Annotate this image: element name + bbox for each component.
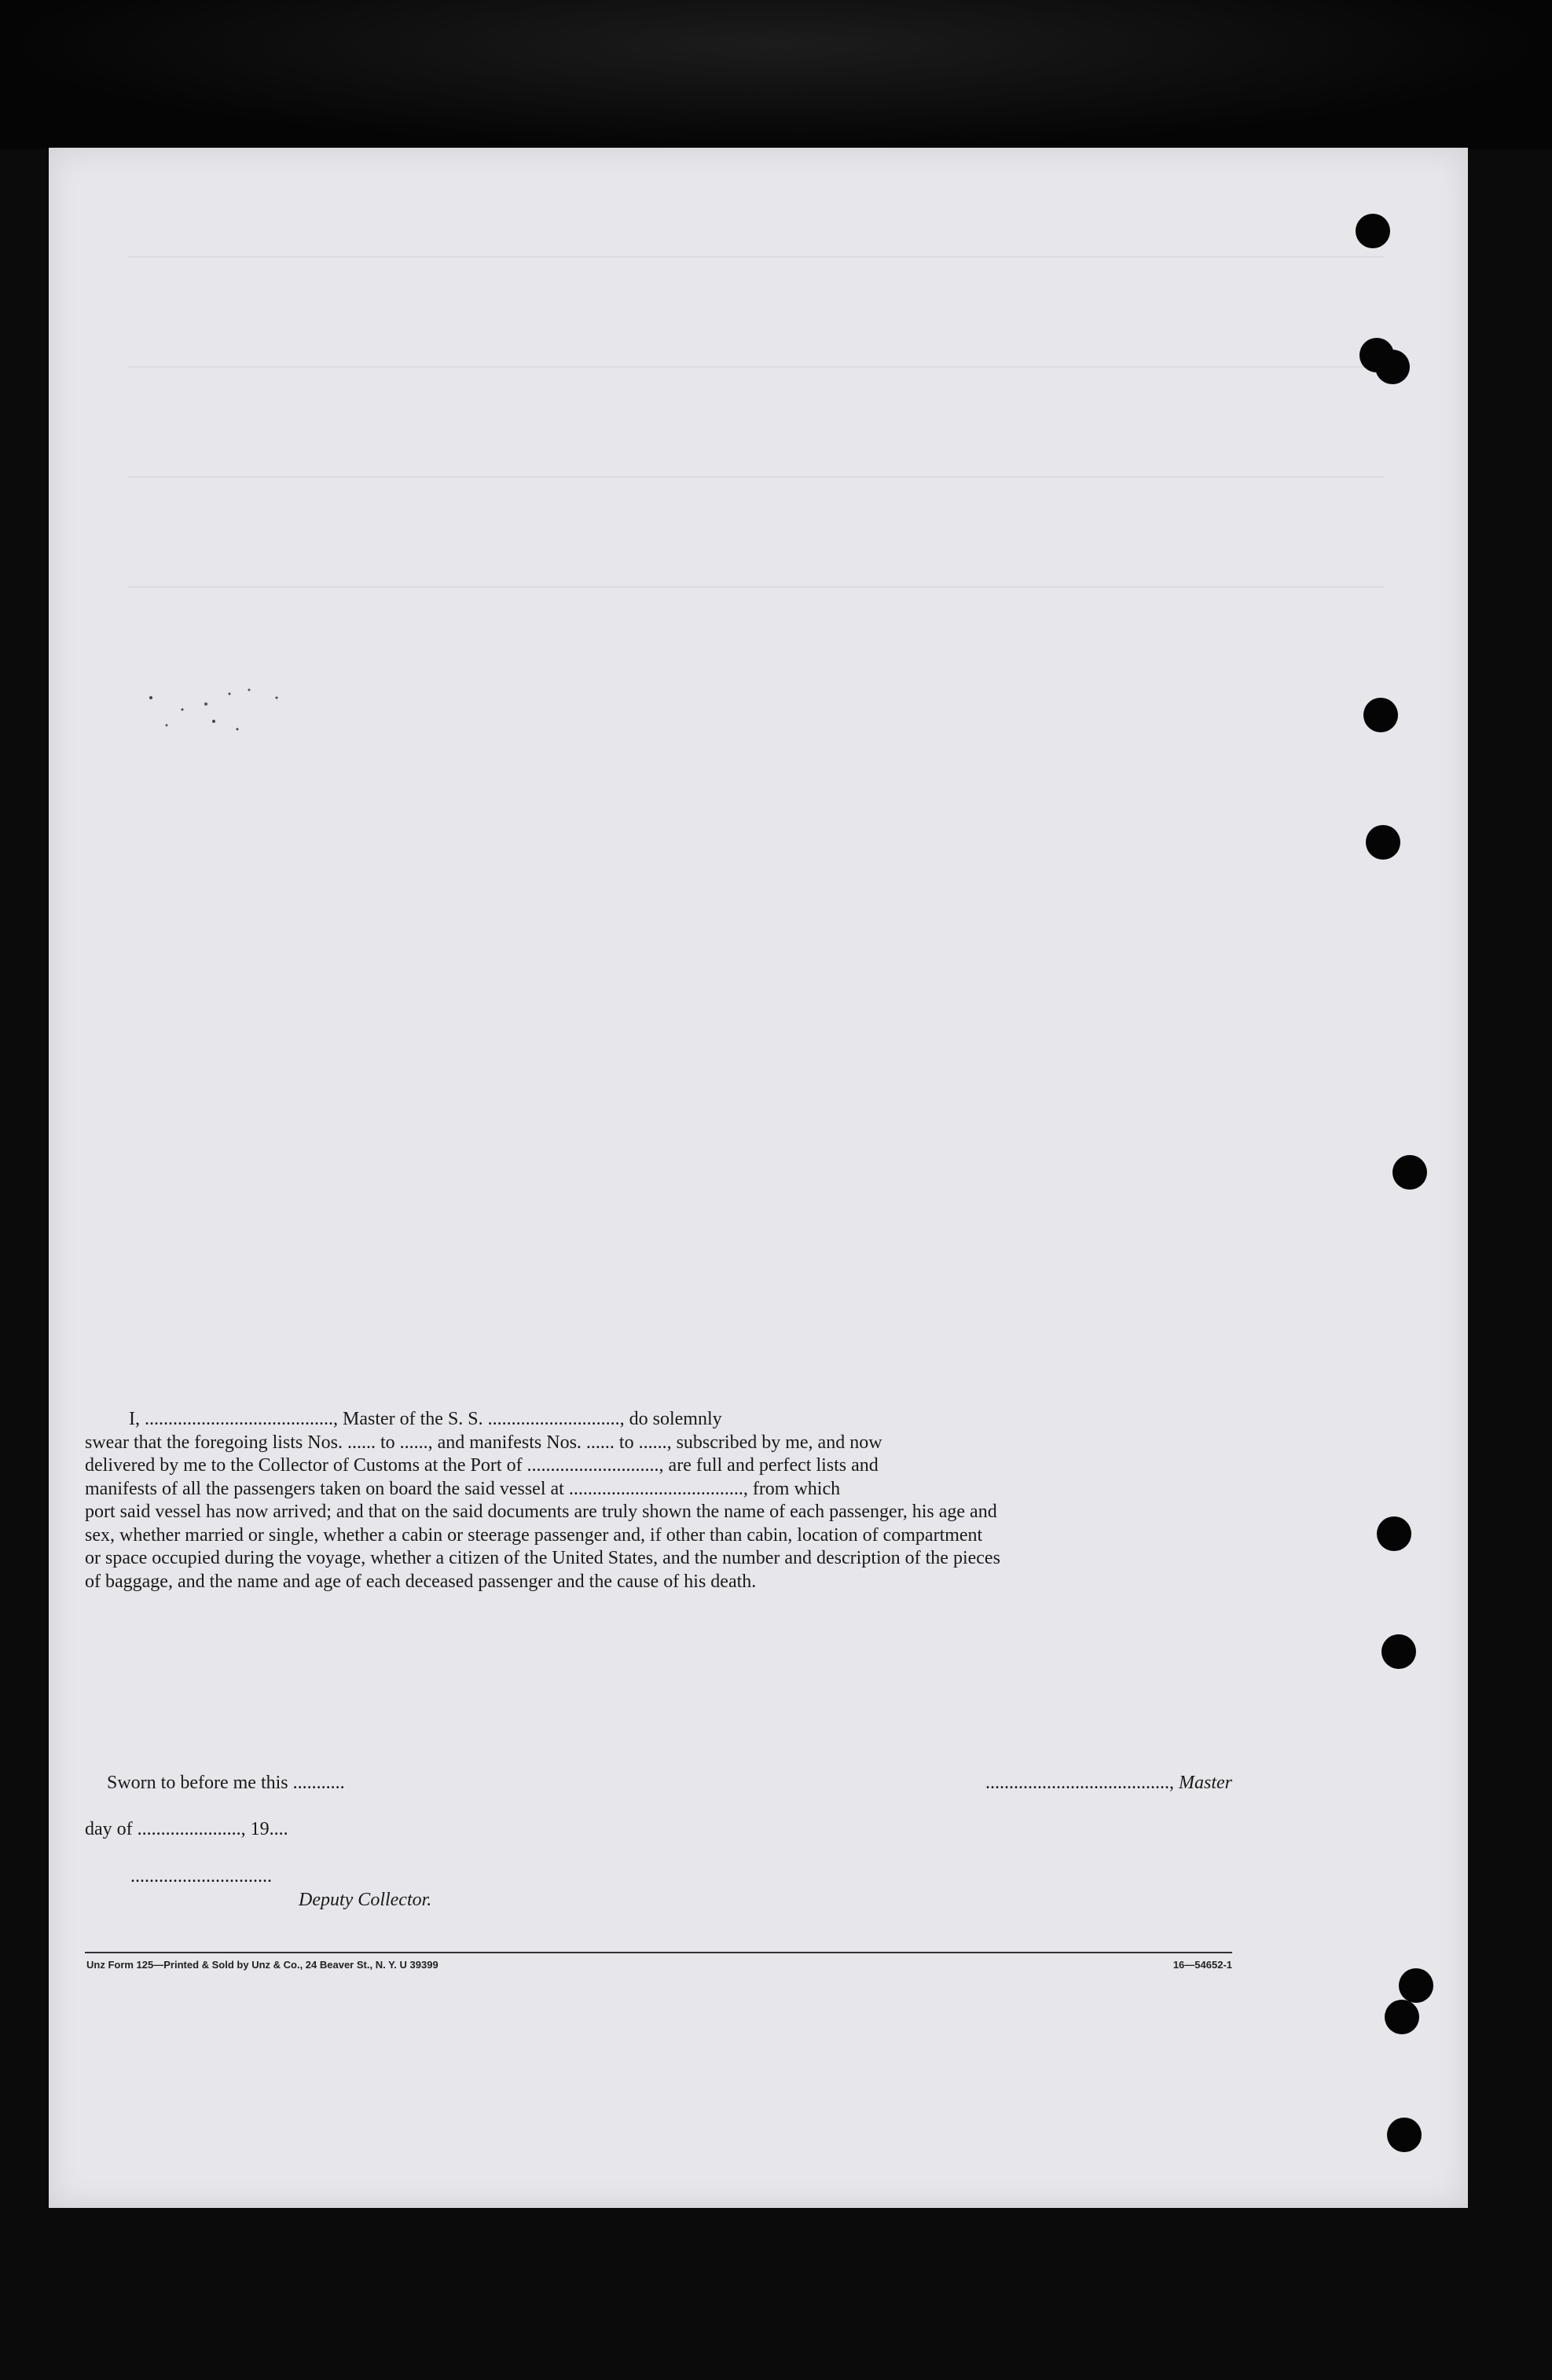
printer-imprint: Unz Form 125—Printed & Sold by Unz & Co., 24 Beaver St., N. Y. U 39399 bbox=[86, 1959, 438, 1971]
punch-hole bbox=[1363, 698, 1398, 732]
scan-background bbox=[0, 0, 1552, 149]
punch-hole bbox=[1377, 1516, 1411, 1551]
punch-hole bbox=[1381, 1634, 1416, 1669]
punch-hole bbox=[1385, 2000, 1419, 2034]
oath-line: port said vessel has now arrived; and that on the said documents are truly shown the name of each passenger, his age and bbox=[85, 1502, 997, 1522]
punch-hole bbox=[1356, 214, 1390, 248]
ink-specks bbox=[135, 666, 332, 761]
master-label: Master bbox=[1179, 1773, 1232, 1793]
day-of-line: day of ......................, 19.... bbox=[85, 1819, 288, 1839]
oath-line: swear that the foregoing lists Nos. ...... to ......, and manifests Nos. ...... to ......, subscribed by me, and now bbox=[85, 1432, 882, 1453]
oath-line: of baggage, and the name and age of each deceased passenger and the cause of his death. bbox=[85, 1571, 757, 1592]
document-page bbox=[49, 148, 1468, 2208]
master-signature-line bbox=[778, 1773, 1232, 1794]
oath-line: or space occupied during the voyage, whether a citizen of the United States, and the number and description of the pieces bbox=[85, 1548, 1000, 1568]
bleed-through-text bbox=[127, 171, 1385, 643]
master-signature-dots: ......................................., bbox=[985, 1773, 1174, 1793]
oath-line: manifests of all the passengers taken on board the said vessel at ....................................., from which bbox=[85, 1478, 841, 1499]
punch-hole bbox=[1399, 1968, 1433, 2003]
master-oath-paragraph bbox=[85, 1408, 1232, 1593]
punch-hole bbox=[1387, 2118, 1422, 2152]
form-number: 16—54652-1 bbox=[1172, 1959, 1232, 1971]
punch-hole bbox=[1392, 1155, 1427, 1190]
footer-divider bbox=[85, 1952, 1232, 1953]
oath-line: delivered by me to the Collector of Customs at the Port of ............................, are full and perfect lists and bbox=[85, 1455, 879, 1476]
oath-line: sex, whether married or single, whether a cabin or steerage passenger and, if other than cabin, location of compartment bbox=[85, 1524, 983, 1546]
punch-hole bbox=[1375, 350, 1410, 384]
sworn-before-line: Sworn to before me this ........... bbox=[107, 1773, 345, 1793]
deputy-signature-dots: .............................. bbox=[130, 1866, 272, 1887]
oath-line: I, ........................................, Master of the S. S. ............................, do solemnly bbox=[129, 1409, 722, 1429]
deputy-collector-label: Deputy Collector. bbox=[299, 1890, 432, 1910]
punch-hole bbox=[1366, 825, 1400, 860]
